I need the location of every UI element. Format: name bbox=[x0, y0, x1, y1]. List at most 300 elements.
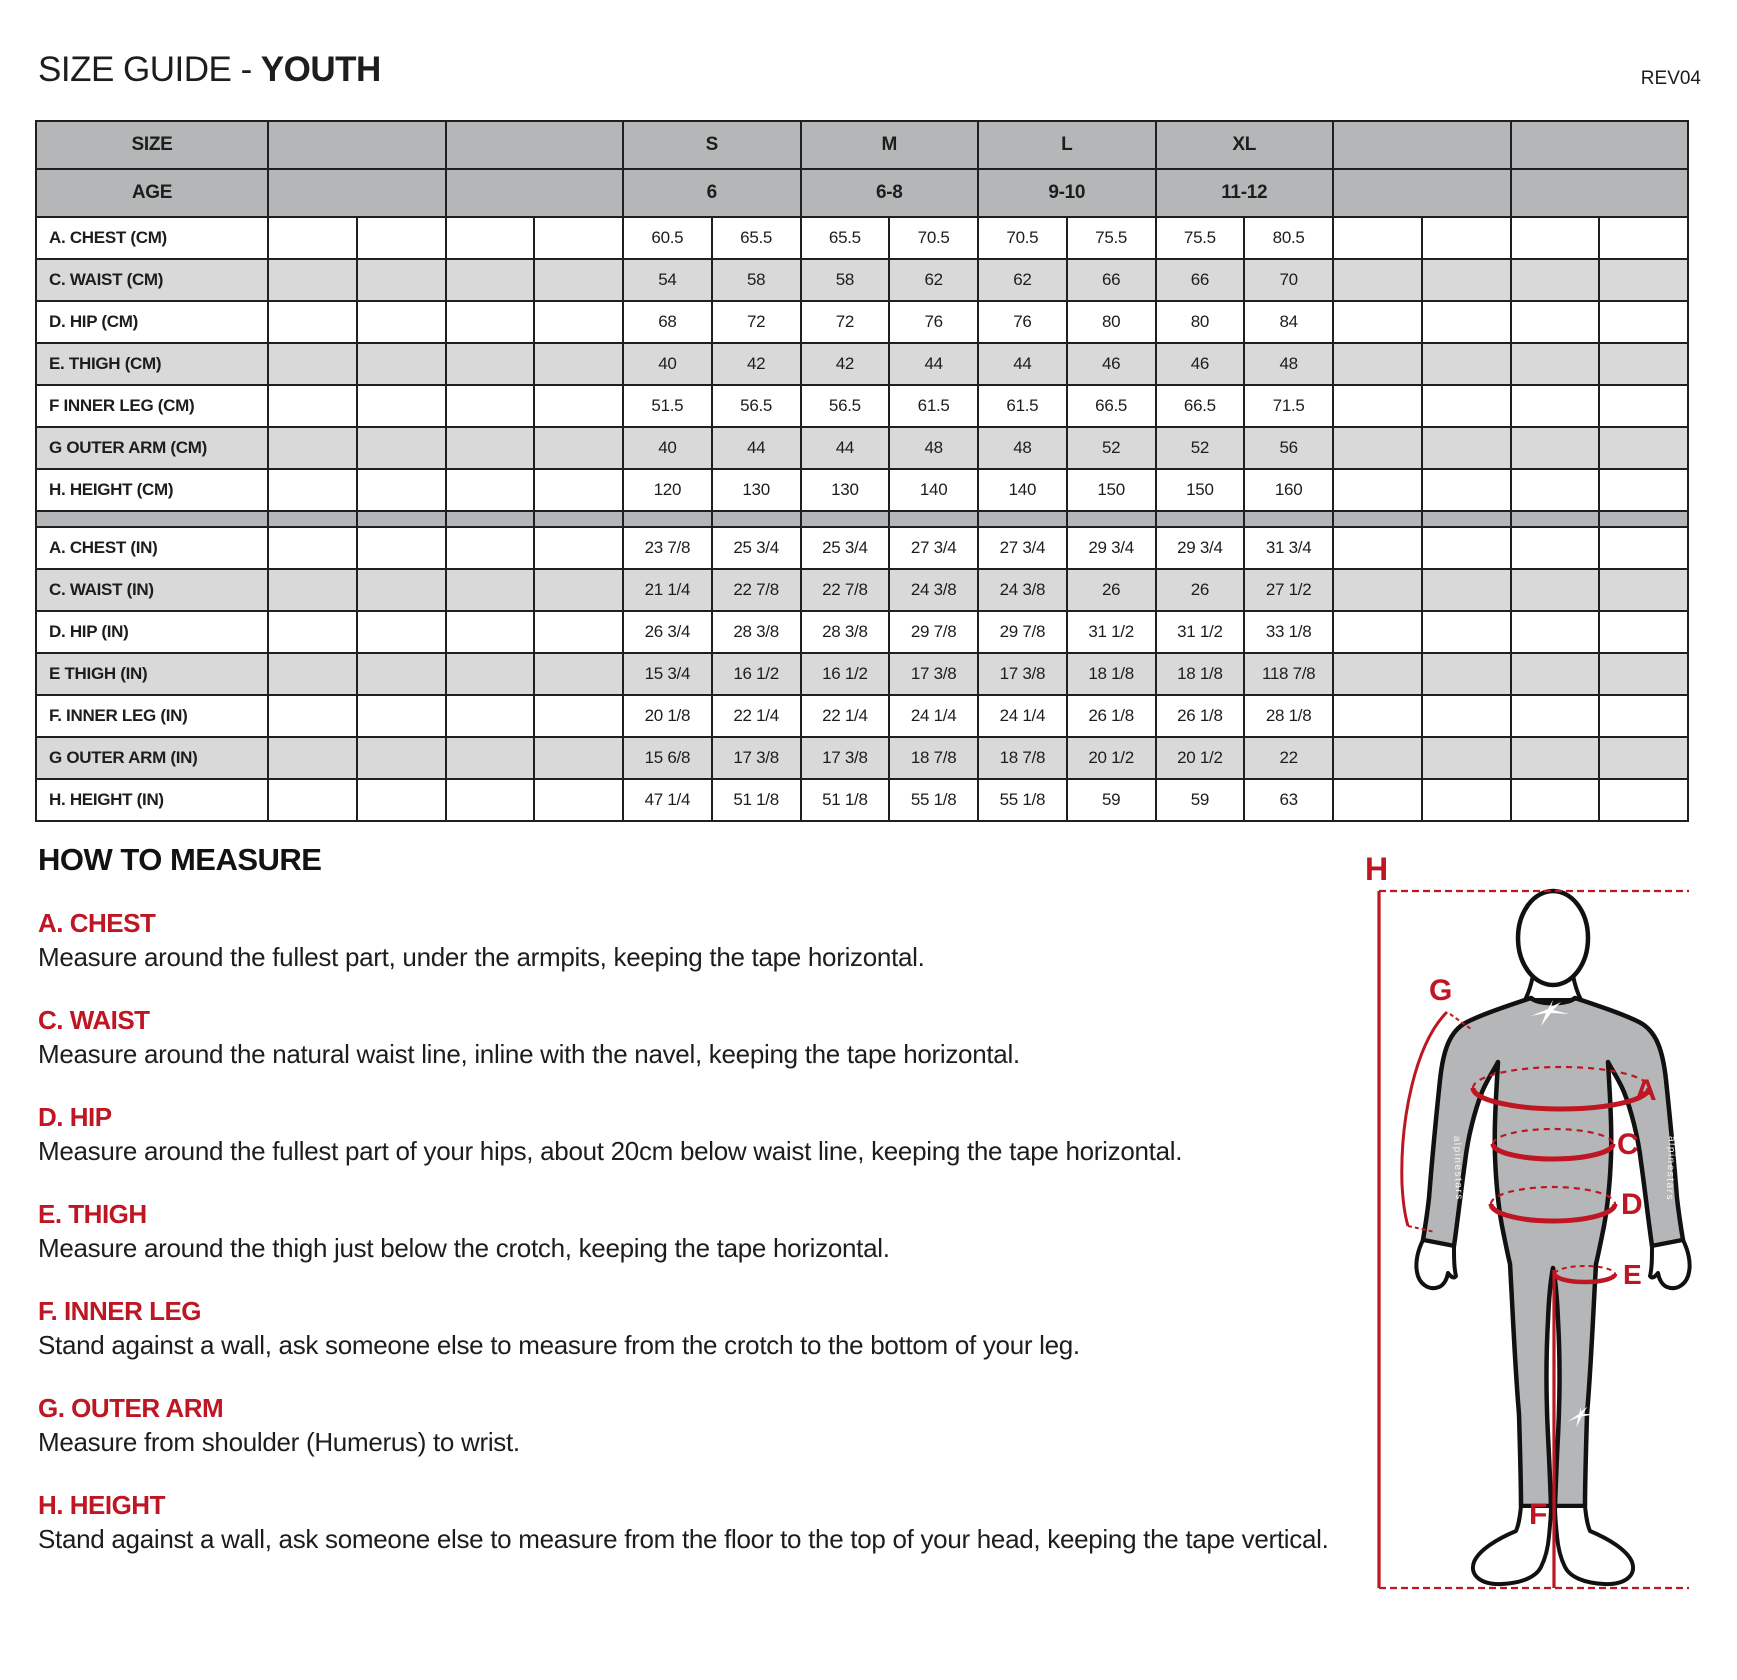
value-cell: 61.5 bbox=[889, 385, 978, 427]
separator-cell bbox=[1511, 511, 1600, 527]
empty-cell bbox=[1599, 611, 1688, 653]
section-description: Stand against a wall, ask someone else to measure from the floor to the top of your head, keeping the tape vertical. bbox=[38, 1524, 1329, 1554]
value-cell: 18 1/8 bbox=[1067, 653, 1156, 695]
empty-cell bbox=[268, 385, 357, 427]
value-cell: 70.5 bbox=[978, 217, 1067, 259]
empty-cell bbox=[1422, 427, 1511, 469]
empty-cell bbox=[1511, 469, 1600, 511]
row-label: H. HEIGHT (IN) bbox=[36, 779, 268, 821]
value-cell: 55 1/8 bbox=[889, 779, 978, 821]
revision-label: REV04 bbox=[1640, 68, 1701, 89]
value-cell: 27 3/4 bbox=[889, 527, 978, 569]
table-row bbox=[36, 611, 1688, 653]
empty-cell bbox=[446, 527, 535, 569]
age-col-xl: 11-12 bbox=[1156, 169, 1334, 217]
empty-cell bbox=[268, 343, 357, 385]
empty-cell bbox=[1422, 301, 1511, 343]
empty-cell bbox=[357, 779, 446, 821]
row-label: F INNER LEG (CM) bbox=[36, 385, 268, 427]
empty-cell bbox=[268, 469, 357, 511]
empty-cell bbox=[446, 301, 535, 343]
value-cell: 58 bbox=[712, 259, 801, 301]
empty-cell bbox=[1422, 469, 1511, 511]
age-col-m: 6-8 bbox=[801, 169, 979, 217]
empty-cell bbox=[534, 427, 623, 469]
value-cell: 26 1/8 bbox=[1067, 695, 1156, 737]
empty-cell bbox=[1422, 569, 1511, 611]
row-label: A. CHEST (IN) bbox=[36, 527, 268, 569]
row-label: C. WAIST (IN) bbox=[36, 569, 268, 611]
value-cell: 51 1/8 bbox=[801, 779, 890, 821]
row-label: G OUTER ARM (IN) bbox=[36, 737, 268, 779]
empty-cell bbox=[268, 695, 357, 737]
empty-cell bbox=[1333, 121, 1511, 169]
empty-cell bbox=[1422, 217, 1511, 259]
label-h: H bbox=[1365, 851, 1389, 887]
value-cell: 76 bbox=[889, 301, 978, 343]
value-cell: 28 3/8 bbox=[801, 611, 890, 653]
empty-cell bbox=[1422, 611, 1511, 653]
value-cell: 75.5 bbox=[1067, 217, 1156, 259]
size-col-m: M bbox=[801, 121, 979, 169]
right-foot bbox=[1555, 1506, 1633, 1584]
value-cell: 31 1/2 bbox=[1156, 611, 1245, 653]
empty-cell bbox=[357, 695, 446, 737]
empty-cell bbox=[446, 779, 535, 821]
section-description: Measure around the fullest part, under the armpits, keeping the tape horizontal. bbox=[38, 942, 925, 972]
separator-cell bbox=[1244, 511, 1333, 527]
size-col-l: L bbox=[978, 121, 1156, 169]
row-label: D. HIP (IN) bbox=[36, 611, 268, 653]
value-cell: 44 bbox=[712, 427, 801, 469]
value-cell: 71.5 bbox=[1244, 385, 1333, 427]
label-g: G bbox=[1429, 974, 1453, 1007]
empty-cell bbox=[534, 653, 623, 695]
section-waist bbox=[38, 1005, 1468, 1102]
value-cell: 70.5 bbox=[889, 217, 978, 259]
empty-cell bbox=[1422, 385, 1511, 427]
table-row bbox=[36, 737, 1688, 779]
value-cell: 56 bbox=[1244, 427, 1333, 469]
empty-cell bbox=[1599, 259, 1688, 301]
value-cell: 18 1/8 bbox=[1156, 653, 1245, 695]
label-e: E bbox=[1623, 1259, 1642, 1290]
empty-cell bbox=[268, 737, 357, 779]
value-cell: 25 3/4 bbox=[712, 527, 801, 569]
empty-cell bbox=[1599, 695, 1688, 737]
empty-cell bbox=[268, 653, 357, 695]
empty-cell bbox=[1422, 695, 1511, 737]
empty-cell bbox=[534, 469, 623, 511]
value-cell: 130 bbox=[712, 469, 801, 511]
value-cell: 24 1/4 bbox=[978, 695, 1067, 737]
empty-cell bbox=[357, 343, 446, 385]
label-f: F bbox=[1529, 1498, 1548, 1531]
empty-cell bbox=[1333, 343, 1422, 385]
value-cell: 22 bbox=[1244, 737, 1333, 779]
label-c: C bbox=[1617, 1128, 1639, 1161]
separator-cell bbox=[36, 511, 268, 527]
value-cell: 72 bbox=[801, 301, 890, 343]
empty-cell bbox=[1511, 217, 1600, 259]
value-cell: 26 bbox=[1156, 569, 1245, 611]
empty-cell bbox=[534, 611, 623, 653]
age-col-l: 9-10 bbox=[978, 169, 1156, 217]
empty-cell bbox=[1511, 259, 1600, 301]
value-cell: 21 1/4 bbox=[623, 569, 712, 611]
empty-cell bbox=[357, 217, 446, 259]
empty-cell bbox=[1599, 427, 1688, 469]
empty-cell bbox=[1422, 259, 1511, 301]
value-cell: 160 bbox=[1244, 469, 1333, 511]
measurement-figure bbox=[1355, 848, 1700, 1612]
empty-cell bbox=[1333, 385, 1422, 427]
empty-cell bbox=[268, 217, 357, 259]
section-title: E. THIGH bbox=[38, 1199, 147, 1229]
value-cell: 140 bbox=[889, 469, 978, 511]
empty-cell bbox=[534, 217, 623, 259]
section-description: Measure around the natural waist line, inline with the navel, keeping the tape horizontal. bbox=[38, 1039, 1020, 1069]
empty-cell bbox=[357, 259, 446, 301]
section-hip bbox=[38, 1102, 1468, 1199]
separator-cell bbox=[978, 511, 1067, 527]
section-height bbox=[38, 1490, 1468, 1587]
empty-cell bbox=[357, 737, 446, 779]
value-cell: 65.5 bbox=[801, 217, 890, 259]
value-cell: 76 bbox=[978, 301, 1067, 343]
value-cell: 26 1/8 bbox=[1156, 695, 1245, 737]
empty-cell bbox=[1599, 653, 1688, 695]
empty-cell bbox=[1422, 527, 1511, 569]
value-cell: 29 7/8 bbox=[978, 611, 1067, 653]
value-cell: 40 bbox=[623, 427, 712, 469]
section-title: H. HEIGHT bbox=[38, 1490, 165, 1520]
value-cell: 66 bbox=[1067, 259, 1156, 301]
row-label: C. WAIST (CM) bbox=[36, 259, 268, 301]
value-cell: 63 bbox=[1244, 779, 1333, 821]
value-cell: 120 bbox=[623, 469, 712, 511]
value-cell: 22 1/4 bbox=[801, 695, 890, 737]
empty-cell bbox=[1333, 569, 1422, 611]
empty-cell bbox=[446, 385, 535, 427]
empty-cell bbox=[1599, 469, 1688, 511]
value-cell: 68 bbox=[623, 301, 712, 343]
empty-cell bbox=[534, 737, 623, 779]
empty-cell bbox=[446, 427, 535, 469]
value-cell: 44 bbox=[978, 343, 1067, 385]
empty-cell bbox=[1599, 385, 1688, 427]
separator-cell bbox=[889, 511, 978, 527]
section-title: F. INNER LEG bbox=[38, 1296, 202, 1326]
value-cell: 62 bbox=[889, 259, 978, 301]
size-col-xl: XL bbox=[1156, 121, 1334, 169]
section-outer-arm bbox=[38, 1393, 1468, 1490]
brand-watermark-left-arm: alpinestars bbox=[1451, 1135, 1465, 1201]
empty-cell bbox=[357, 301, 446, 343]
size-header-label: SIZE bbox=[36, 121, 268, 169]
empty-cell bbox=[357, 569, 446, 611]
empty-cell bbox=[534, 569, 623, 611]
empty-cell bbox=[534, 779, 623, 821]
empty-cell bbox=[446, 653, 535, 695]
separator-cell bbox=[1599, 511, 1688, 527]
empty-cell bbox=[268, 779, 357, 821]
empty-cell bbox=[268, 527, 357, 569]
table-row bbox=[36, 217, 1688, 259]
section-description: Stand against a wall, ask someone else to measure from the crotch to the bottom of your leg. bbox=[38, 1330, 1080, 1360]
value-cell: 29 3/4 bbox=[1156, 527, 1245, 569]
value-cell: 18 7/8 bbox=[978, 737, 1067, 779]
empty-cell bbox=[446, 121, 624, 169]
separator-cell bbox=[712, 511, 801, 527]
value-cell: 26 bbox=[1067, 569, 1156, 611]
table-row bbox=[36, 779, 1688, 821]
table-row bbox=[36, 259, 1688, 301]
value-cell: 52 bbox=[1156, 427, 1245, 469]
empty-cell bbox=[1599, 343, 1688, 385]
empty-cell bbox=[268, 301, 357, 343]
value-cell: 48 bbox=[889, 427, 978, 469]
empty-cell bbox=[1333, 779, 1422, 821]
value-cell: 140 bbox=[978, 469, 1067, 511]
empty-cell bbox=[534, 259, 623, 301]
empty-cell bbox=[1511, 569, 1600, 611]
value-cell: 59 bbox=[1156, 779, 1245, 821]
value-cell: 20 1/8 bbox=[623, 695, 712, 737]
row-label: D. HIP (CM) bbox=[36, 301, 268, 343]
value-cell: 42 bbox=[712, 343, 801, 385]
empty-cell bbox=[446, 259, 535, 301]
value-cell: 22 7/8 bbox=[712, 569, 801, 611]
value-cell: 51.5 bbox=[623, 385, 712, 427]
value-cell: 48 bbox=[1244, 343, 1333, 385]
value-cell: 31 1/2 bbox=[1067, 611, 1156, 653]
empty-cell bbox=[534, 301, 623, 343]
separator-cell bbox=[623, 511, 712, 527]
value-cell: 61.5 bbox=[978, 385, 1067, 427]
empty-cell bbox=[446, 737, 535, 779]
empty-cell bbox=[268, 259, 357, 301]
separator-cell bbox=[1067, 511, 1156, 527]
empty-cell bbox=[268, 121, 446, 169]
empty-cell bbox=[1511, 695, 1600, 737]
page-title-prefix: SIZE GUIDE - bbox=[38, 50, 252, 89]
size-header-row bbox=[36, 121, 1688, 169]
value-cell: 118 7/8 bbox=[1244, 653, 1333, 695]
separator-cell bbox=[1422, 511, 1511, 527]
brand-watermark-right-arm: alpinestars bbox=[1663, 1135, 1677, 1202]
value-cell: 28 1/8 bbox=[1244, 695, 1333, 737]
empty-cell bbox=[446, 343, 535, 385]
age-header-row bbox=[36, 169, 1688, 217]
empty-cell bbox=[1599, 569, 1688, 611]
value-cell: 51 1/8 bbox=[712, 779, 801, 821]
value-cell: 80 bbox=[1156, 301, 1245, 343]
value-cell: 25 3/4 bbox=[801, 527, 890, 569]
how-to-measure-sections bbox=[38, 908, 1468, 1587]
value-cell: 44 bbox=[801, 427, 890, 469]
section-title: A. CHEST bbox=[38, 908, 156, 938]
value-cell: 47 1/4 bbox=[623, 779, 712, 821]
value-cell: 15 3/4 bbox=[623, 653, 712, 695]
empty-cell bbox=[1511, 779, 1600, 821]
value-cell: 52 bbox=[1067, 427, 1156, 469]
section-title: G. OUTER ARM bbox=[38, 1393, 224, 1423]
value-cell: 40 bbox=[623, 343, 712, 385]
empty-cell bbox=[1599, 527, 1688, 569]
value-cell: 59 bbox=[1067, 779, 1156, 821]
value-cell: 62 bbox=[978, 259, 1067, 301]
section-title: C. WAIST bbox=[38, 1005, 150, 1035]
empty-cell bbox=[446, 469, 535, 511]
empty-cell bbox=[1422, 653, 1511, 695]
value-cell: 22 1/4 bbox=[712, 695, 801, 737]
value-cell: 24 3/8 bbox=[889, 569, 978, 611]
section-description: Measure around the thigh just below the crotch, keeping the tape horizontal. bbox=[38, 1233, 890, 1263]
empty-cell bbox=[534, 527, 623, 569]
separator-cell bbox=[446, 511, 535, 527]
separator-cell bbox=[357, 511, 446, 527]
value-cell: 16 1/2 bbox=[801, 653, 890, 695]
value-cell: 130 bbox=[801, 469, 890, 511]
empty-cell bbox=[357, 385, 446, 427]
empty-cell bbox=[1333, 259, 1422, 301]
empty-cell bbox=[1511, 169, 1689, 217]
empty-cell bbox=[1511, 653, 1600, 695]
empty-cell bbox=[357, 427, 446, 469]
row-label: F. INNER LEG (IN) bbox=[36, 695, 268, 737]
table-row bbox=[36, 653, 1688, 695]
empty-cell bbox=[446, 695, 535, 737]
empty-cell bbox=[1333, 737, 1422, 779]
empty-cell bbox=[268, 169, 446, 217]
value-cell: 23 7/8 bbox=[623, 527, 712, 569]
empty-cell bbox=[1599, 217, 1688, 259]
value-cell: 26 3/4 bbox=[623, 611, 712, 653]
value-cell: 42 bbox=[801, 343, 890, 385]
separator-cell bbox=[1156, 511, 1245, 527]
section-description: Measure from shoulder (Humerus) to wrist. bbox=[38, 1427, 520, 1457]
empty-cell bbox=[1422, 779, 1511, 821]
empty-cell bbox=[446, 217, 535, 259]
value-cell: 84 bbox=[1244, 301, 1333, 343]
empty-cell bbox=[1333, 301, 1422, 343]
value-cell: 150 bbox=[1067, 469, 1156, 511]
empty-cell bbox=[1333, 653, 1422, 695]
section-inner-leg bbox=[38, 1296, 1468, 1393]
table-row bbox=[36, 343, 1688, 385]
value-cell: 31 3/4 bbox=[1244, 527, 1333, 569]
value-cell: 58 bbox=[801, 259, 890, 301]
empty-cell bbox=[1333, 527, 1422, 569]
empty-cell bbox=[1511, 121, 1689, 169]
size-col-s: S bbox=[623, 121, 801, 169]
value-cell: 150 bbox=[1156, 469, 1245, 511]
value-cell: 28 3/8 bbox=[712, 611, 801, 653]
value-cell: 80.5 bbox=[1244, 217, 1333, 259]
row-label: G OUTER ARM (CM) bbox=[36, 427, 268, 469]
empty-cell bbox=[1511, 527, 1600, 569]
row-label: E THIGH (IN) bbox=[36, 653, 268, 695]
value-cell: 20 1/2 bbox=[1156, 737, 1245, 779]
empty-cell bbox=[446, 169, 624, 217]
row-label: E. THIGH (CM) bbox=[36, 343, 268, 385]
age-header-label: AGE bbox=[36, 169, 268, 217]
value-cell: 24 1/4 bbox=[889, 695, 978, 737]
empty-cell bbox=[1333, 169, 1511, 217]
value-cell: 17 3/8 bbox=[712, 737, 801, 779]
value-cell: 46 bbox=[1156, 343, 1245, 385]
value-cell: 18 7/8 bbox=[889, 737, 978, 779]
value-cell: 66.5 bbox=[1156, 385, 1245, 427]
section-description: Measure around the fullest part of your hips, about 20cm below waist line, keeping the tape horizontal. bbox=[38, 1136, 1183, 1166]
value-cell: 66 bbox=[1156, 259, 1245, 301]
value-cell: 60.5 bbox=[623, 217, 712, 259]
empty-cell bbox=[1511, 611, 1600, 653]
empty-cell bbox=[1333, 427, 1422, 469]
empty-cell bbox=[1422, 737, 1511, 779]
table-row bbox=[36, 385, 1688, 427]
empty-cell bbox=[534, 343, 623, 385]
value-cell: 56.5 bbox=[712, 385, 801, 427]
empty-cell bbox=[268, 611, 357, 653]
value-cell: 44 bbox=[889, 343, 978, 385]
value-cell: 65.5 bbox=[712, 217, 801, 259]
size-table bbox=[35, 120, 1689, 822]
empty-cell bbox=[446, 611, 535, 653]
value-cell: 72 bbox=[712, 301, 801, 343]
empty-cell bbox=[1511, 737, 1600, 779]
empty-cell bbox=[1333, 469, 1422, 511]
table-row bbox=[36, 469, 1688, 511]
empty-cell bbox=[1333, 611, 1422, 653]
table-row bbox=[36, 569, 1688, 611]
empty-cell bbox=[1511, 343, 1600, 385]
empty-cell bbox=[1599, 301, 1688, 343]
empty-cell bbox=[534, 695, 623, 737]
separator-cell bbox=[801, 511, 890, 527]
value-cell: 75.5 bbox=[1156, 217, 1245, 259]
label-a: A bbox=[1635, 1074, 1657, 1107]
page-title bbox=[38, 50, 381, 90]
row-label: H. HEIGHT (CM) bbox=[36, 469, 268, 511]
value-cell: 17 3/8 bbox=[978, 653, 1067, 695]
section-chest bbox=[38, 908, 1468, 1005]
value-cell: 29 7/8 bbox=[889, 611, 978, 653]
value-cell: 56.5 bbox=[801, 385, 890, 427]
separator-cell bbox=[268, 511, 357, 527]
table-row bbox=[36, 301, 1688, 343]
value-cell: 70 bbox=[1244, 259, 1333, 301]
value-cell: 55 1/8 bbox=[978, 779, 1067, 821]
table-row bbox=[36, 695, 1688, 737]
section-title: D. HIP bbox=[38, 1102, 112, 1132]
separator-cell bbox=[1333, 511, 1422, 527]
value-cell: 17 3/8 bbox=[889, 653, 978, 695]
empty-cell bbox=[1333, 217, 1422, 259]
value-cell: 46 bbox=[1067, 343, 1156, 385]
left-hand bbox=[1416, 1240, 1456, 1288]
value-cell: 22 7/8 bbox=[801, 569, 890, 611]
empty-cell bbox=[357, 469, 446, 511]
value-cell: 27 3/4 bbox=[978, 527, 1067, 569]
empty-cell bbox=[1511, 301, 1600, 343]
empty-cell bbox=[1422, 343, 1511, 385]
empty-cell bbox=[357, 653, 446, 695]
age-col-s: 6 bbox=[623, 169, 801, 217]
value-cell: 17 3/8 bbox=[801, 737, 890, 779]
figure-head bbox=[1518, 891, 1588, 985]
